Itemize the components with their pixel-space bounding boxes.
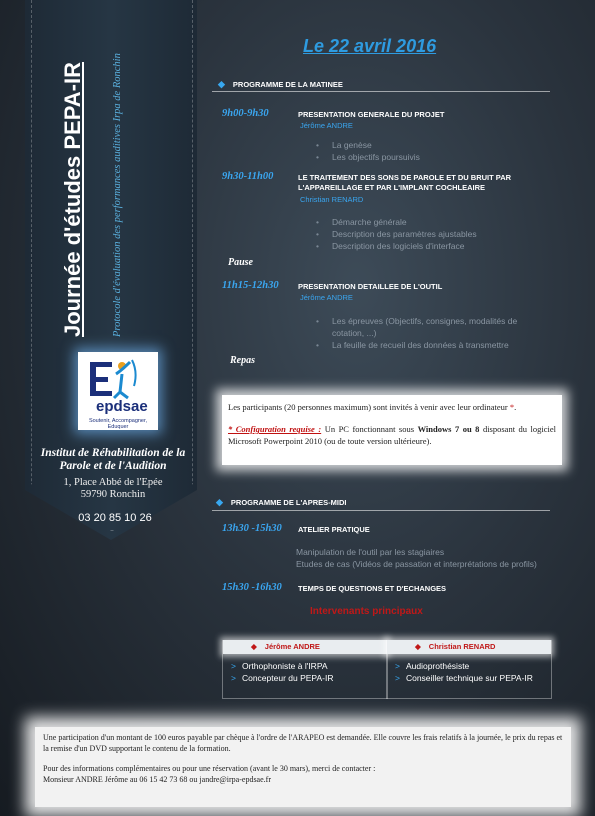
list-item: • La genèse [316,140,372,150]
pause-label: Pause [228,257,253,268]
notice-line1: Les participants (20 personnes maximum) sont invités à venir avec leur ordinateur *. [228,402,517,412]
afternoon-heading: ◆ PROGRAMME DE L'APRES-MIDI [216,497,347,507]
atelier-details: Manipulation de l'outil par les stagiaires Etudes de cas (Vidéos de passation et interprétations de profils) [296,547,537,569]
speaker-3: Jérôme ANDRE [300,293,353,302]
footer-info [35,727,571,807]
bullet-list-1 [316,139,420,163]
notice-requirements: * Configuration requise : Un PC fonctionnant sous Windows 7 ou 8 disposant du logiciel Microsoft Powerpoint 2010 (ou de toute version ultérieure). [228,424,557,446]
time-slot-2: 9h30-11h00 [222,171,274,182]
list-item: • Démarche générale [316,217,407,227]
epdsae-logo [78,352,158,430]
program-title-3: PRESENTATION DETAILLEE DE L'OUTIL [298,282,443,291]
chevron-right-icon: > [231,673,236,683]
speaker-2: Christian RENARD [300,195,364,204]
role-item: > Conseiller technique sur PEPA-IR [395,673,533,683]
address-line1: 1, Place Abbé de l'Epée [63,477,163,488]
footer-contact: Monsieur ANDRE Jérôme au 06 15 42 73 68 ou jandre@irpa-epdsae.fr [43,774,271,784]
notice-card [222,395,562,465]
footer-line2: Pour des informations complémentaires ou pour une réservation (avant le 30 mars), merci de contacter : [43,764,376,773]
logo-brand: epdsae [96,398,148,415]
chevron-right-icon: > [395,661,400,671]
list-item: • Description des logiciels d'interface [316,241,465,251]
event-title: Journée d'études PEPA-IR [60,62,85,337]
role-item: > Concepteur du PEPA-IR [231,673,334,683]
institute-block [38,447,188,501]
event-subtitle: Protocole d'évaluation des performances auditives Irpa de Ronchin [112,53,123,337]
diamond-icon: ◆ [415,642,421,651]
afternoon-rule [212,510,550,511]
list-item: cotation, ...) [332,328,377,338]
speakers-heading: Intervenants principaux [310,606,423,617]
footer-line1: Une participation d'un montant de 100 euros payable par chèque à l'ordre de l'ARAPEO est demandée. Elle couvre les frais relatifs à la journée, le prix du repas et la remise d'un DVD supportant le contenu de la formation. [43,733,563,753]
speaker-box-left [222,640,388,699]
morning-rule [212,91,550,92]
chevron-right-icon: > [395,673,400,683]
bullet-list-3 [316,315,518,351]
diamond-icon: ◆ [216,497,223,507]
program-title-2: LE TRAITEMENT DES SONS DE PAROLE ET DU BRUIT PAR L'APPAREILLAGE ET PAR L'IMPLANT COCHLEAIRE [298,173,512,192]
institute-name: Institut de Réhabilitation de la Parole et de l'Audition [40,447,186,472]
list-item: • Les objectifs poursuivis [316,152,420,162]
program-title-1: PRESENTATION GENERALE DU PROJET [298,110,445,119]
phone-number: 03 20 85 10 26 [78,512,152,524]
role-item: > Audioprothésiste [395,661,470,671]
time-slot-4: 13h30 -15h30 [222,523,282,534]
time-slot-1: 9h00-9h30 [222,108,269,119]
repas-label: Repas [230,355,255,366]
role-item: > Orthophoniste à l'IRPA [231,661,328,671]
diamond-icon: ◆ [251,642,257,651]
speaker-name-bar: ◆ Jérôme ANDRE [223,640,387,654]
speaker-1: Jérôme ANDRE [300,121,353,130]
speaker-box-right [386,640,552,699]
program-title-4: ATELIER PRATIQUE [298,525,370,534]
event-date: Le 22 avril 2016 [303,36,437,56]
bullet-list-2 [316,216,477,252]
time-slot-5: 15h30 -16h30 [222,582,282,593]
address-line2: 59790 Ronchin [80,489,146,500]
speaker-name-bar: ◆ Christian RENARD [387,640,551,654]
program-title-5: TEMPS DE QUESTIONS ET D'ECHANGES [298,584,447,593]
chevron-right-icon: > [231,661,236,671]
diamond-icon: ◆ [218,79,225,89]
time-slot-3: 11h15-12h30 [222,280,279,291]
logo-tagline: Soutenir, Accompagner, Eduquer [88,418,148,430]
morning-heading: ◆ PROGRAMME DE LA MATINEE [218,79,343,89]
list-item: • La feuille de recueil des données à transmettre [316,340,509,350]
list-item: • Description des paramètres ajustables [316,229,477,239]
list-item: • Les épreuves (Objectifs, consignes, modalités de [316,316,518,326]
